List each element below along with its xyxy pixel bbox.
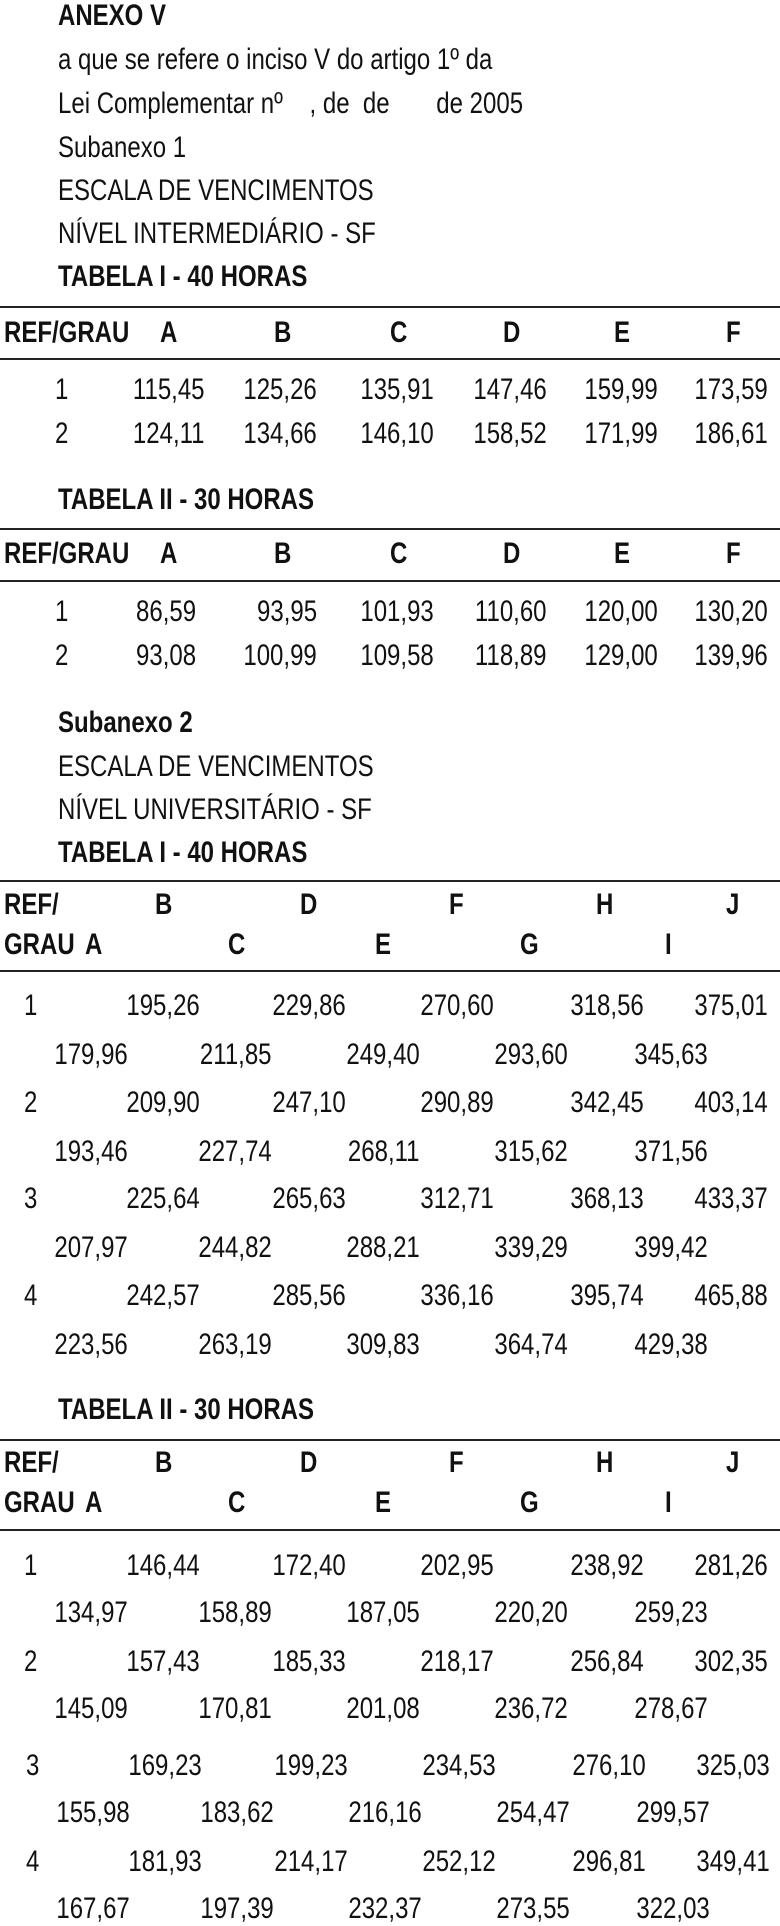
- table-cell: 93,95: [256, 595, 317, 628]
- grade-header: A: [85, 928, 103, 961]
- table-cell: 290,89: [420, 1086, 494, 1119]
- grade-header: D: [503, 537, 521, 570]
- table-cell: 169,23: [128, 1749, 202, 1782]
- grade-header: D: [300, 888, 318, 921]
- grade-header: B: [274, 537, 292, 570]
- table-cell: 159,99: [584, 373, 658, 406]
- table-cell: 325,03: [696, 1749, 770, 1782]
- table-rule: [0, 1439, 780, 1441]
- table-cell: 270,60: [420, 989, 494, 1022]
- table-cell: 263,19: [198, 1328, 272, 1361]
- s2-table2-title: TABELA II - 30 HORAS: [58, 1393, 315, 1426]
- table-cell: 234,53: [422, 1749, 496, 1782]
- table-cell: 120,00: [584, 595, 658, 628]
- table-cell: 296,81: [572, 1845, 646, 1878]
- table-cell: 433,37: [694, 1182, 768, 1215]
- grade-header: G: [520, 928, 539, 961]
- table-cell: 465,88: [694, 1279, 768, 1312]
- grade-header: D: [300, 1446, 318, 1479]
- table-cell: 259,23: [634, 1596, 708, 1629]
- table-cell: 109,58: [360, 639, 434, 672]
- table-rule: [0, 880, 780, 882]
- grade-header: E: [375, 928, 392, 961]
- table-cell: 201,08: [346, 1692, 420, 1725]
- table-cell: 146,10: [360, 417, 434, 450]
- table-cell: 429,38: [634, 1328, 708, 1361]
- table-cell: 145,09: [54, 1692, 128, 1725]
- table-cell: 395,74: [570, 1279, 644, 1312]
- table-cell: 181,93: [128, 1845, 202, 1878]
- table-cell: 93,08: [135, 639, 196, 672]
- row-ref: 1: [24, 989, 38, 1022]
- ref-header-top: REF/: [4, 888, 59, 921]
- table-cell: 312,71: [420, 1182, 494, 1215]
- subanexo2-level: NÍVEL UNIVERSITÁRIO - SF: [58, 793, 372, 826]
- table-cell: 167,67: [56, 1892, 130, 1925]
- table-cell: 299,57: [636, 1796, 710, 1829]
- annex-title: ANEXO V: [58, 0, 167, 32]
- table-cell: 256,84: [570, 1645, 644, 1678]
- table-rule: [0, 528, 780, 530]
- grade-header: H: [596, 888, 614, 921]
- table-cell: 285,56: [272, 1279, 346, 1312]
- table-cell: 187,05: [346, 1596, 420, 1629]
- table-cell: 339,29: [494, 1231, 568, 1264]
- table-cell: 110,60: [475, 595, 547, 628]
- grade-header: I: [665, 928, 672, 961]
- table-cell: 238,92: [570, 1549, 644, 1582]
- row-ref: 4: [26, 1845, 40, 1878]
- row-ref: 3: [24, 1182, 38, 1215]
- grade-header: G: [520, 1486, 539, 1519]
- table-cell: 202,95: [420, 1549, 494, 1582]
- grade-header: A: [160, 537, 178, 570]
- grade-header: E: [614, 316, 631, 349]
- table-cell: 227,74: [198, 1135, 272, 1168]
- table-cell: 186,61: [694, 417, 768, 450]
- table-cell: 134,66: [243, 417, 317, 450]
- table-cell: 254,47: [496, 1796, 570, 1829]
- row-ref: 2: [24, 1645, 38, 1678]
- ref-header-bottom: GRAU: [4, 928, 75, 961]
- table-cell: 342,45: [570, 1086, 644, 1119]
- table-cell: 252,12: [422, 1845, 496, 1878]
- table-cell: 371,56: [634, 1135, 708, 1168]
- table-cell: 399,42: [634, 1231, 708, 1264]
- table-cell: 209,90: [126, 1086, 200, 1119]
- table-cell: 197,39: [200, 1892, 274, 1925]
- s1-table1-title: TABELA I - 40 HORAS: [58, 260, 308, 293]
- grade-header: C: [390, 537, 408, 570]
- table-cell: 158,89: [198, 1596, 272, 1629]
- table-cell: 171,99: [584, 417, 658, 450]
- table-cell: 315,62: [494, 1135, 568, 1168]
- grade-header: J: [726, 1446, 740, 1479]
- table-cell: 170,81: [198, 1692, 272, 1725]
- row-ref: 2: [55, 639, 69, 672]
- row-ref: 1: [55, 373, 69, 406]
- ref-grau-header: REF/GRAU: [4, 537, 130, 570]
- table-cell: 302,35: [694, 1645, 768, 1678]
- table-cell: 100,99: [243, 639, 317, 672]
- table-rule: [0, 306, 780, 308]
- subanexo1-scale: ESCALA DE VENCIMENTOS: [58, 174, 374, 207]
- table-cell: 124,11: [133, 417, 205, 450]
- ref-header-top: REF/: [4, 1446, 59, 1479]
- table-cell: 216,16: [348, 1796, 422, 1829]
- grade-header: C: [228, 928, 246, 961]
- table-cell: 364,74: [494, 1328, 568, 1361]
- grade-header: B: [274, 316, 292, 349]
- grade-header: D: [503, 316, 521, 349]
- table-cell: 146,44: [126, 1549, 200, 1582]
- table-rule: [0, 580, 780, 582]
- table-cell: 276,10: [572, 1749, 646, 1782]
- grade-header: F: [449, 1446, 464, 1479]
- table-cell: 293,60: [494, 1038, 568, 1071]
- annex-line-2: Lei Complementar nº , de de de 2005: [58, 87, 524, 120]
- grade-header: F: [726, 316, 741, 349]
- table-cell: 375,01: [694, 989, 768, 1022]
- s2-table1-title: TABELA I - 40 HORAS: [58, 836, 308, 869]
- grade-header: I: [665, 1486, 672, 1519]
- table-cell: 336,16: [420, 1279, 494, 1312]
- table-cell: 223,56: [54, 1328, 128, 1361]
- table-rule: [0, 358, 780, 360]
- table-cell: 232,37: [348, 1892, 422, 1925]
- table-cell: 179,96: [54, 1038, 128, 1071]
- table-cell: 130,20: [694, 595, 768, 628]
- row-ref: 3: [26, 1749, 40, 1782]
- table-cell: 115,45: [133, 373, 205, 406]
- table-cell: 322,03: [636, 1892, 710, 1925]
- table-cell: 318,56: [570, 989, 644, 1022]
- table-cell: 101,93: [360, 595, 434, 628]
- table-cell: 278,67: [634, 1692, 708, 1725]
- grade-header: B: [155, 1446, 173, 1479]
- row-ref: 1: [55, 595, 69, 628]
- table-cell: 309,83: [346, 1328, 420, 1361]
- table-cell: 155,98: [56, 1796, 130, 1829]
- subanexo1-level: NÍVEL INTERMEDIÁRIO - SF: [58, 217, 376, 250]
- table-cell: 129,00: [584, 639, 658, 672]
- table-cell: 403,14: [694, 1086, 768, 1119]
- table-cell: 345,63: [634, 1038, 708, 1071]
- table-cell: 247,10: [272, 1086, 346, 1119]
- annex-line-1: a que se refere o inciso V do artigo 1º da: [58, 43, 493, 76]
- table-cell: 147,46: [473, 373, 547, 406]
- table-cell: 157,43: [126, 1645, 200, 1678]
- table-cell: 273,55: [496, 1892, 570, 1925]
- table-cell: 139,96: [694, 639, 768, 672]
- grade-header: E: [375, 1486, 392, 1519]
- table-cell: 225,64: [126, 1182, 200, 1215]
- grade-header: F: [449, 888, 464, 921]
- grade-header: B: [155, 888, 173, 921]
- table-cell: 185,33: [272, 1645, 346, 1678]
- table-cell: 173,59: [694, 373, 768, 406]
- table-cell: 211,85: [200, 1038, 272, 1071]
- table-cell: 218,17: [420, 1645, 494, 1678]
- grade-header: E: [614, 537, 631, 570]
- grade-header: F: [726, 537, 741, 570]
- table-cell: 86,59: [135, 595, 196, 628]
- table-cell: 134,97: [54, 1596, 128, 1629]
- table-cell: 268,11: [348, 1135, 420, 1168]
- table-cell: 135,91: [360, 373, 434, 406]
- subanexo2-title: Subanexo 2: [58, 706, 193, 739]
- table-cell: 207,97: [54, 1231, 128, 1264]
- grade-header: A: [160, 316, 178, 349]
- table-cell: 368,13: [570, 1182, 644, 1215]
- table-cell: 236,72: [494, 1692, 568, 1725]
- row-ref: 1: [24, 1549, 38, 1582]
- row-ref: 2: [55, 417, 69, 450]
- table-cell: 288,21: [346, 1231, 420, 1264]
- grade-header: A: [85, 1486, 103, 1519]
- table-cell: 214,17: [274, 1845, 348, 1878]
- table-cell: 199,23: [274, 1749, 348, 1782]
- grade-header: J: [726, 888, 740, 921]
- table-cell: 229,86: [272, 989, 346, 1022]
- table-cell: 220,20: [494, 1596, 568, 1629]
- grade-header: C: [390, 316, 408, 349]
- table-cell: 125,26: [243, 373, 317, 406]
- table-cell: 183,62: [200, 1796, 274, 1829]
- table-cell: 249,40: [346, 1038, 420, 1071]
- grade-header: C: [228, 1486, 246, 1519]
- table-cell: 118,89: [475, 639, 547, 672]
- table-cell: 242,57: [126, 1279, 200, 1312]
- table-rule: [0, 970, 780, 972]
- grade-header: H: [596, 1446, 614, 1479]
- table-rule: [0, 1529, 780, 1531]
- row-ref: 2: [24, 1086, 38, 1119]
- table-cell: 195,26: [126, 989, 200, 1022]
- table-cell: 265,63: [272, 1182, 346, 1215]
- row-ref: 4: [24, 1279, 38, 1312]
- table-cell: 281,26: [694, 1549, 768, 1582]
- table-cell: 193,46: [54, 1135, 128, 1168]
- table-cell: 158,52: [473, 417, 547, 450]
- table-cell: 244,82: [198, 1231, 272, 1264]
- ref-grau-header: REF/GRAU: [4, 316, 130, 349]
- subanexo1-title: Subanexo 1: [58, 131, 187, 164]
- s1-table2-title: TABELA II - 30 HORAS: [58, 483, 315, 516]
- table-cell: 349,41: [696, 1845, 770, 1878]
- subanexo2-scale: ESCALA DE VENCIMENTOS: [58, 750, 374, 783]
- table-cell: 172,40: [272, 1549, 346, 1582]
- ref-header-bottom: GRAU: [4, 1486, 75, 1519]
